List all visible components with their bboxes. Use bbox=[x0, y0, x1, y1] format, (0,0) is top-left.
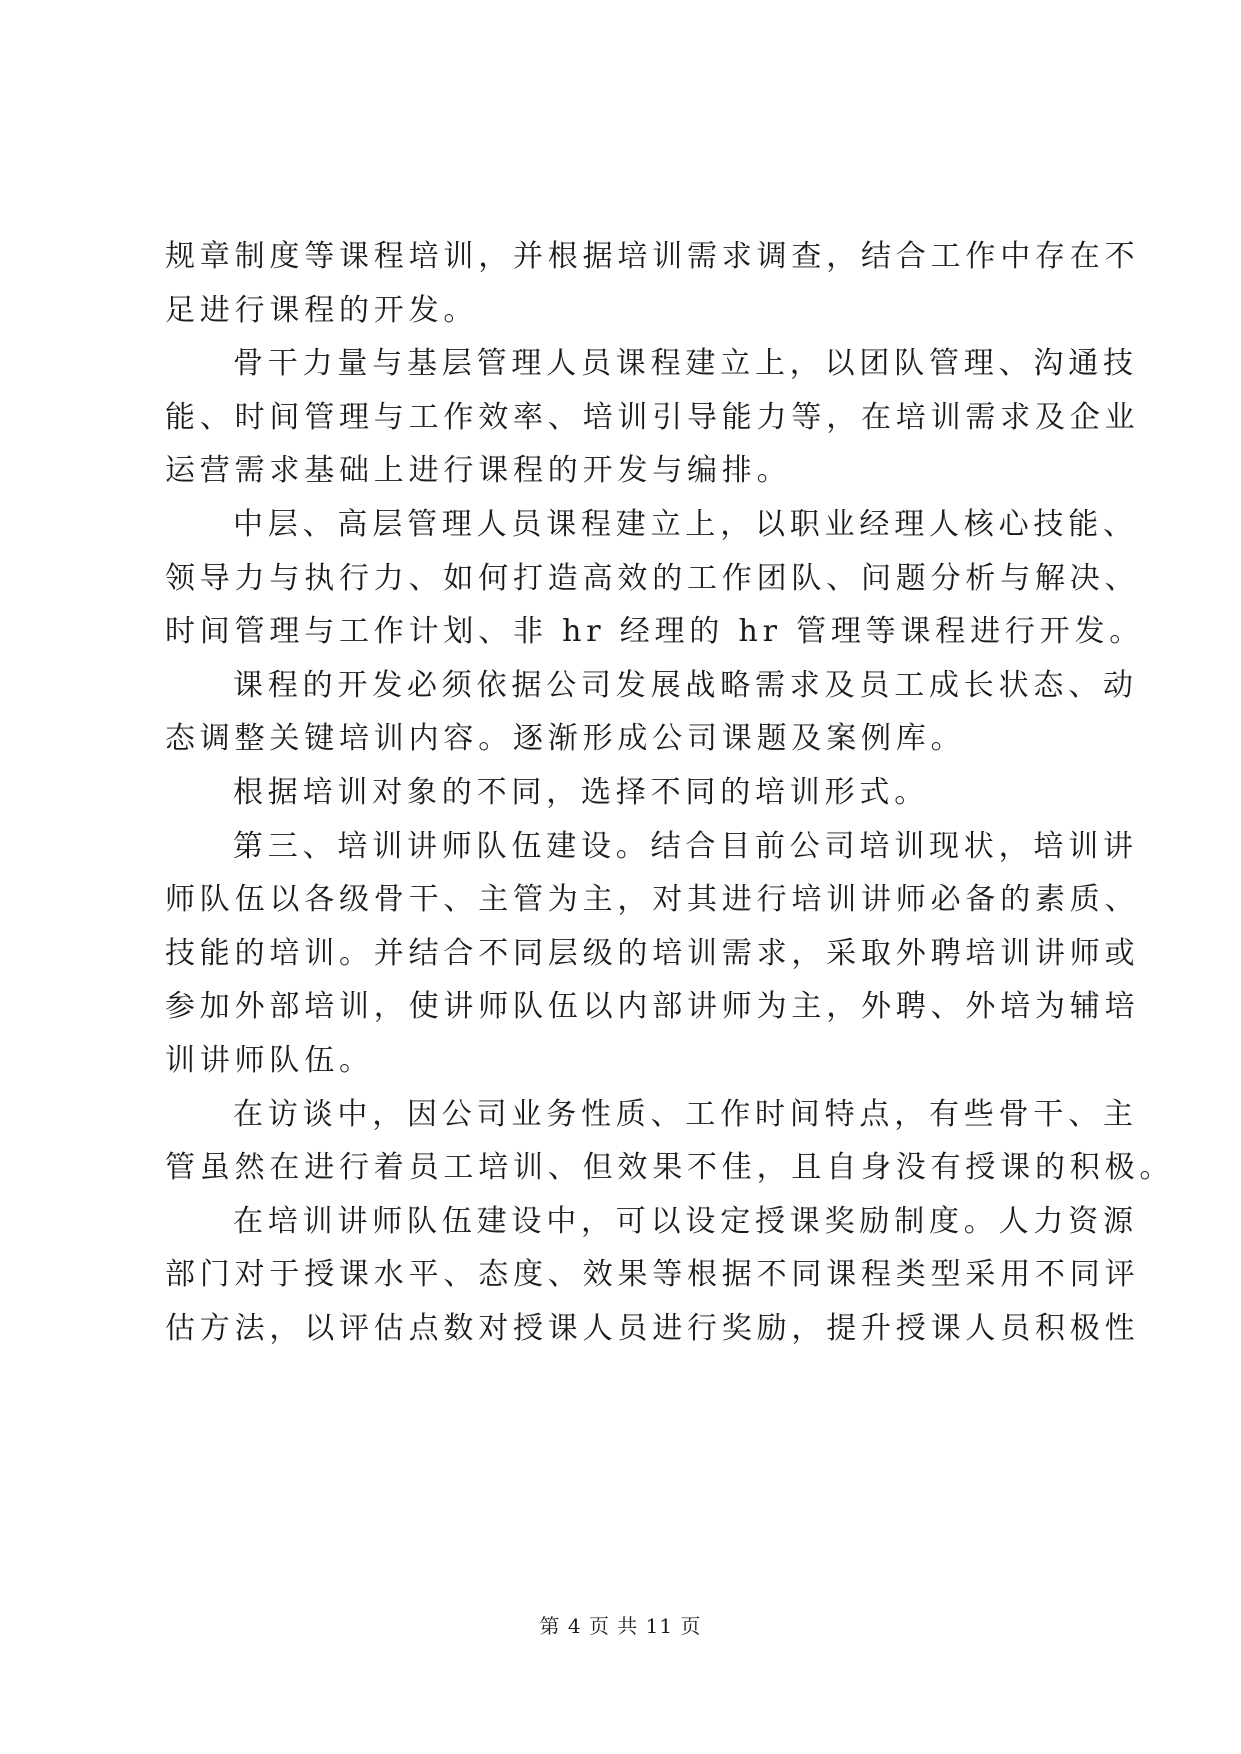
text-line: 部门对于授课水平、态度、效果等根据不同课程类型采用不同评 bbox=[165, 1257, 1140, 1293]
document-body bbox=[165, 230, 1175, 1355]
paragraph bbox=[165, 766, 1085, 820]
text-line: 足进行课程的开发。 bbox=[165, 292, 479, 328]
text-line: 态调整关键培训内容。逐渐形成公司课题及案例库。 bbox=[165, 721, 966, 757]
page-footer: 第 4 页 共 11 页 bbox=[539, 1614, 702, 1638]
text-line: 参加外部培训，使讲师队伍以内部讲师为主，外聘、外培为辅培 bbox=[165, 989, 1140, 1025]
text-line: 第三、培训讲师队伍建设。结合目前公司培训现状，培训讲 bbox=[233, 828, 1138, 864]
text-line: 估方法，以评估点数对授课人员进行奖励，提升授课人员积极性 bbox=[165, 1310, 1140, 1346]
text-line: 师队伍以各级骨干、主管为主，对其进行培训讲师必备的素质、 bbox=[165, 882, 1140, 918]
paragraph bbox=[165, 659, 1138, 766]
text-line: 技能的培训。并结合不同层级的培训需求，采取外聘培训讲师或 bbox=[165, 935, 1140, 971]
text-line: 中层、高层管理人员课程建立上，以职业经理人核心技能、 bbox=[233, 506, 1138, 542]
paragraph bbox=[165, 337, 1140, 498]
text-line: 课程的开发必须依据公司发展战略需求及员工成长状态、动 bbox=[233, 667, 1138, 703]
text-line: 根据培训对象的不同，选择不同的培训形式。 bbox=[233, 774, 929, 810]
text-line: 领导力与执行力、如何打造高效的工作团队、问题分析与解决、 bbox=[165, 560, 1140, 596]
text-line: 在培训讲师队伍建设中，可以设定授课奖励制度。人力资源 bbox=[233, 1203, 1138, 1239]
paragraph bbox=[165, 1195, 1140, 1356]
text-line: 运营需求基础上进行课程的开发与编排。 bbox=[165, 453, 792, 489]
text-line: 能、时间管理与工作效率、培训引导能力等，在培训需求及企业 bbox=[165, 399, 1140, 435]
paragraph bbox=[165, 498, 1145, 659]
text-line: 在访谈中，因公司业务性质、工作时间特点，有些骨干、主 bbox=[233, 1096, 1138, 1132]
text-line: 骨干力量与基层管理人员课程建立上，以团队管理、沟通技 bbox=[233, 346, 1138, 382]
text-line: 训讲师队伍。 bbox=[165, 1042, 374, 1078]
paragraph bbox=[165, 230, 1140, 337]
text-line: 管虽然在进行着员工培训、但效果不佳，且自身没有授课的积极。 bbox=[165, 1150, 1175, 1186]
text-line: 规章制度等课程培训，并根据培训需求调查，结合工作中存在不 bbox=[165, 239, 1140, 274]
paragraph bbox=[165, 820, 1140, 1088]
text-line: 时间管理与工作计划、非 hr 经理的 hr 管理等课程进行开发。 bbox=[165, 614, 1145, 650]
paragraph bbox=[165, 1088, 1175, 1195]
